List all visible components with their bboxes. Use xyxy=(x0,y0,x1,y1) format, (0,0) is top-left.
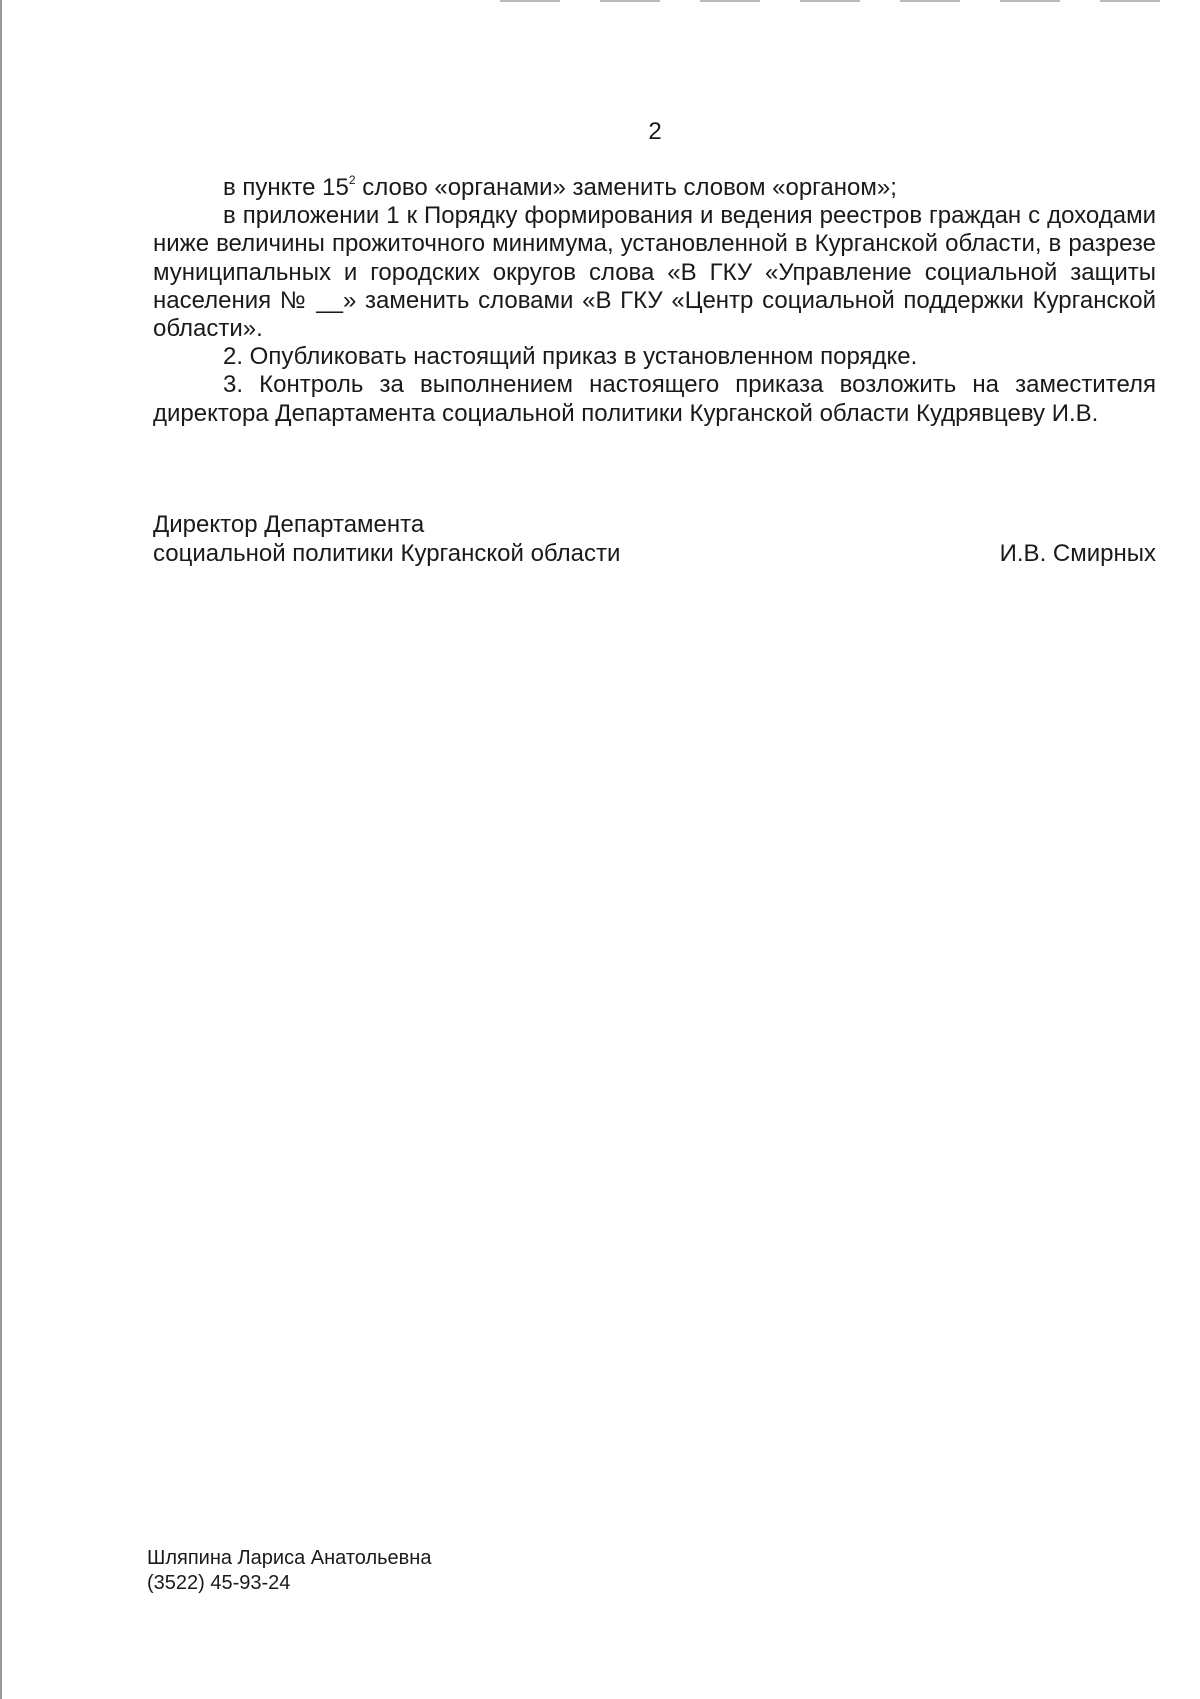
signature-position-line1: Директор Департамента xyxy=(153,511,425,538)
paragraph-1 xyxy=(153,174,1156,202)
paragraph-1-after: слово «органами» заменить словом «органом»; xyxy=(355,174,897,201)
signature-position-line2: социальной политики Курганской области xyxy=(153,540,621,567)
paragraph-2: в приложении 1 к Порядку формирования и ведения реестров граждан с доходами ниже величины прожиточного минимума, установленной в Курганской области, в разрезе муниципальных и городских округов слова «В ГКУ «Управление социальной защиты населения № __» заменить словами «В ГКУ «Центр социальной поддержки Курганской области». xyxy=(153,202,1156,343)
executor-phone: (3522) 45-93-24 xyxy=(147,1572,291,1594)
signature-block xyxy=(153,510,1156,568)
document-body xyxy=(153,174,1156,428)
paragraph-1-superscript: 2 xyxy=(348,173,356,187)
signature-line xyxy=(153,539,1156,568)
scan-edge-left xyxy=(0,0,2,1699)
scan-edge-top xyxy=(500,0,1180,2)
executor-name: Шляпина Лариса Анатольевна xyxy=(147,1547,432,1569)
signatory-name: И.В. Смирных xyxy=(999,540,1156,567)
executor-block xyxy=(147,1546,431,1596)
page-number: 2 xyxy=(648,118,662,145)
paragraph-1-before: в пункте 15 xyxy=(223,174,349,201)
paragraph-3: 2. Опубликовать настоящий приказ в установленном порядке. xyxy=(223,343,918,371)
paragraph-4: 3. Контроль за выполнением настоящего приказа возложить на заместителя директора Департамента социальной политики Курганской области Кудрявцеву И.В. xyxy=(153,371,1156,427)
